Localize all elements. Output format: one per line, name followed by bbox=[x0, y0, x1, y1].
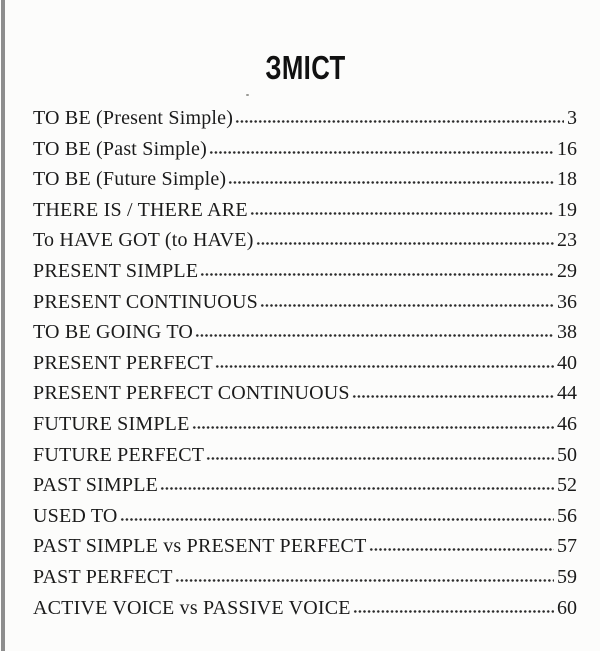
toc-entry-page-number: 40 bbox=[557, 351, 577, 374]
toc-entry-row bbox=[33, 440, 577, 471]
dot-leader bbox=[215, 364, 554, 369]
toc-entry-page-number: 18 bbox=[557, 168, 577, 191]
toc-entry-label: PRESENT PERFECT bbox=[33, 351, 213, 374]
toc-entry-page-number: 23 bbox=[557, 229, 577, 252]
toc-entry-row bbox=[33, 378, 577, 409]
toc-entry-page-number: 59 bbox=[557, 565, 577, 588]
toc-entry-row bbox=[33, 103, 577, 134]
toc-entry-row bbox=[33, 256, 577, 287]
toc-entry-row bbox=[33, 164, 577, 195]
toc-entry-page-number: 56 bbox=[557, 504, 577, 527]
toc-entry-row bbox=[33, 134, 577, 165]
toc-entry-page-number: 52 bbox=[557, 474, 577, 497]
toc-entry-label: USED TO bbox=[33, 504, 118, 527]
toc-entry-row bbox=[33, 195, 577, 226]
dot-leader bbox=[235, 119, 564, 124]
toc-entry-label: TO BE GOING TO bbox=[33, 321, 194, 344]
toc-entry-label: PRESENT PERFECT CONTINUOUS bbox=[33, 382, 350, 405]
toc-entry-label: To HAVE GOT (to HAVE) bbox=[33, 229, 254, 252]
toc-entry-row bbox=[33, 593, 577, 624]
dot-leader bbox=[160, 486, 554, 491]
toc-entry-label: PRESENT SIMPLE bbox=[33, 259, 199, 282]
toc-entry-row bbox=[33, 317, 577, 348]
scan-spine-edge bbox=[1, 0, 5, 651]
toc-list bbox=[33, 103, 577, 623]
dot-leader bbox=[228, 180, 554, 185]
dot-leader bbox=[352, 394, 554, 399]
toc-entry-page-number: 3 bbox=[567, 107, 577, 129]
toc-entry-label: PAST PERFECT bbox=[33, 565, 173, 588]
toc-entry-label: THERE IS / THERE ARE bbox=[33, 198, 248, 221]
toc-entry-page-number: 16 bbox=[557, 137, 577, 160]
dot-leader bbox=[250, 211, 554, 216]
toc-entry-label: TO BE (Present Simple) bbox=[33, 107, 234, 129]
toc-entry-page-number: 60 bbox=[557, 596, 577, 619]
toc-entry-row bbox=[33, 562, 577, 593]
toc-entry-label: ACTIVE VOICE vs PASSIVE VOICE bbox=[33, 596, 351, 619]
toc-entry-label: PAST SIMPLE vs PRESENT PERFECT bbox=[33, 535, 367, 558]
dot-leader bbox=[369, 547, 554, 552]
toc-entry-page-number: 46 bbox=[557, 412, 577, 435]
toc-entry-label: TO BE (Future Simple) bbox=[33, 168, 227, 191]
page-content bbox=[33, 0, 577, 623]
dot-leader bbox=[209, 150, 554, 155]
page-title: ЗМІСТ bbox=[264, 49, 346, 86]
toc-entry-row bbox=[33, 225, 577, 256]
dot-leader bbox=[192, 425, 554, 430]
toc-entry-row bbox=[33, 409, 577, 440]
toc-entry-page-number: 19 bbox=[557, 198, 577, 221]
dot-leader bbox=[256, 241, 554, 246]
toc-entry-page-number: 50 bbox=[557, 443, 577, 466]
toc-entry-page-number: 44 bbox=[557, 382, 577, 405]
toc-entry-page-number: 36 bbox=[557, 290, 577, 313]
toc-entry-label: TO BE (Past Simple) bbox=[33, 137, 207, 160]
page-title-wrap bbox=[33, 50, 577, 86]
toc-entry-row bbox=[33, 531, 577, 562]
toc-entry-page-number: 38 bbox=[557, 321, 577, 344]
toc-entry-label: FUTURE SIMPLE bbox=[33, 412, 190, 435]
toc-entry-label: FUTURE PERFECT bbox=[33, 443, 205, 466]
scan-artifact-speck bbox=[246, 94, 249, 96]
toc-entry-row bbox=[33, 287, 577, 318]
dot-leader bbox=[260, 303, 554, 308]
dot-leader bbox=[120, 517, 554, 522]
toc-entry-label: PAST SIMPLE bbox=[33, 474, 159, 497]
dot-leader bbox=[200, 272, 554, 277]
toc-entry-row bbox=[33, 470, 577, 501]
dot-leader bbox=[175, 578, 554, 583]
toc-entry-page-number: 29 bbox=[557, 259, 577, 282]
toc-entry-row bbox=[33, 348, 577, 379]
dot-leader bbox=[353, 609, 554, 614]
toc-entry-page-number: 57 bbox=[557, 535, 577, 558]
dot-leader bbox=[195, 333, 554, 338]
dot-leader bbox=[206, 456, 554, 461]
toc-entry-label: PRESENT CONTINUOUS bbox=[33, 290, 258, 313]
toc-entry-row bbox=[33, 501, 577, 532]
